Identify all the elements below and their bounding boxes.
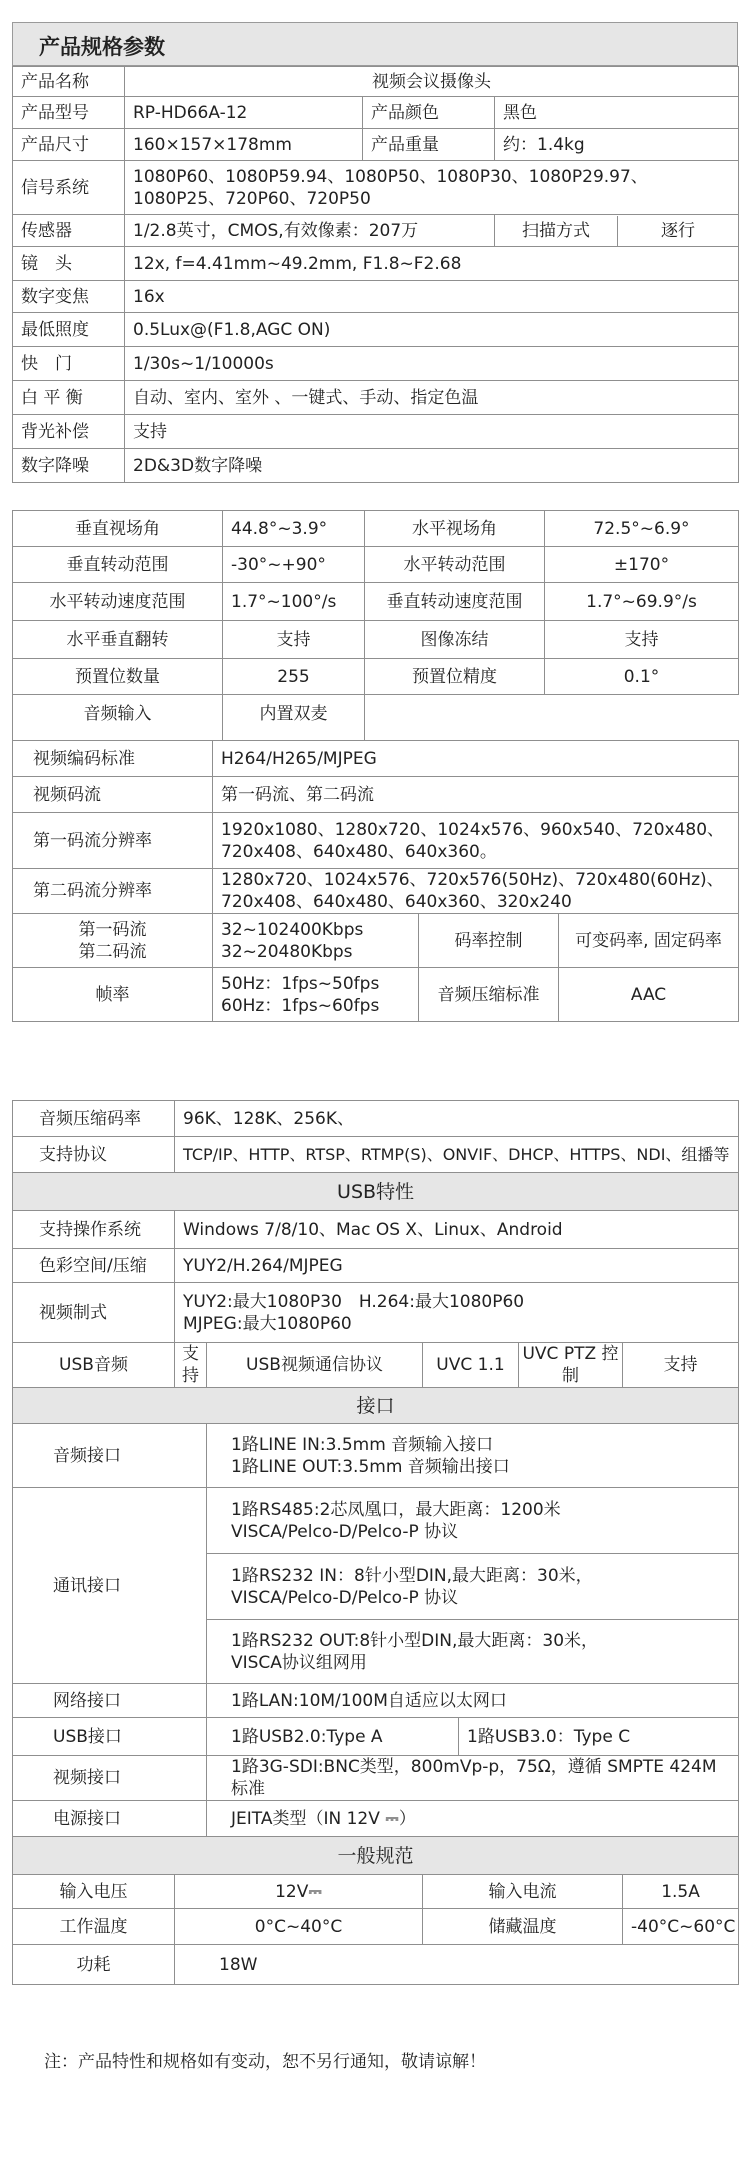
table-row bbox=[13, 695, 739, 741]
spec-value: 0.5Lux@(F1.8,AGC ON) bbox=[125, 313, 739, 347]
table-row bbox=[13, 1909, 739, 1945]
spec-value: 内置双麦 bbox=[223, 695, 365, 741]
spec-value: 逐行 bbox=[661, 220, 695, 241]
spec-value-line: YUY2:最大1080P30 H.264:最大1080P60 bbox=[183, 1291, 525, 1312]
table-row bbox=[13, 1801, 739, 1837]
spec-label: 工作温度 bbox=[13, 1909, 175, 1945]
spec-value: 0.1° bbox=[545, 659, 739, 695]
spec-label: 视频编码标准 bbox=[13, 741, 213, 777]
spec-label: 产品型号 bbox=[13, 97, 125, 129]
table-row bbox=[13, 659, 739, 695]
spec-value-line: VISCA/Pelco-D/Pelco-P 协议 bbox=[231, 1587, 459, 1608]
spec-label: 视频码流 bbox=[13, 777, 213, 813]
table-row bbox=[13, 381, 739, 415]
spec-value-line: 1920x1080、1280x720、1024x576、960x540、720x480、 bbox=[221, 819, 725, 840]
spec-value: 1.7°~69.9°/s bbox=[545, 583, 739, 621]
spec-value: AAC bbox=[559, 968, 739, 1022]
spec-value-line: 1路RS232 OUT:8针小型DIN,最大距离：30米， bbox=[231, 1630, 599, 1651]
spec-label: 产品颜色 bbox=[363, 97, 495, 129]
spec-label: 帧率 bbox=[13, 968, 213, 1022]
spec-label: 快 门 bbox=[13, 347, 125, 381]
table-row bbox=[13, 1283, 739, 1343]
spec-value-line: VISCA/Pelco-D/Pelco-P 协议 bbox=[231, 1521, 459, 1542]
table-row bbox=[13, 968, 739, 1022]
spec-value: 1路LAN:10M/100M自适应以太网口 bbox=[207, 1684, 739, 1718]
spec-label-line: 第一码流 bbox=[78, 919, 147, 940]
spec-label: 水平转动范围 bbox=[365, 547, 545, 583]
spec-value: H264/H265/MJPEG bbox=[213, 741, 739, 777]
spec-value bbox=[207, 1488, 739, 1554]
spec-label: 垂直转动范围 bbox=[13, 547, 223, 583]
spec-value: 支持 bbox=[125, 415, 739, 449]
basic-spec-table bbox=[12, 66, 739, 483]
table-row bbox=[13, 1249, 739, 1283]
spec-label: 输入电压 bbox=[13, 1875, 175, 1909]
table-row bbox=[13, 1137, 739, 1173]
table-row bbox=[13, 67, 739, 97]
spec-label: 产品重量 bbox=[363, 129, 495, 161]
spec-label: USB接口 bbox=[13, 1718, 207, 1756]
spec-value: 255 bbox=[223, 659, 365, 695]
spec-value: 2D&3D数字降噪 bbox=[125, 449, 739, 483]
spec-value: RP-HD66A-12 bbox=[125, 97, 363, 129]
section-header: 接口 bbox=[13, 1388, 739, 1424]
spec-value: 自动、室内、室外 、一键式、手动、指定色温 bbox=[125, 381, 739, 415]
spec-value-line: MJPEG:最大1080P60 bbox=[183, 1313, 352, 1334]
spec-value: 约：1.4kg bbox=[495, 129, 739, 161]
spec-value-line: 1路RS485:2芯凤凰口，最大距离：1200米 bbox=[231, 1499, 561, 1520]
spec-label: 第二码流分辨率 bbox=[13, 869, 213, 914]
spec-label: 垂直转动速度范围 bbox=[365, 583, 545, 621]
spec-value: 12x, f=4.41mm~49.2mm, F1.8~F2.68 bbox=[125, 247, 739, 281]
spec-value-line: 1路LINE IN:3.5mm 音频输入接口 bbox=[231, 1434, 494, 1455]
scan-cell bbox=[495, 215, 739, 247]
spec-label: 传感器 bbox=[13, 215, 125, 247]
spec-value: 12V⎓ bbox=[175, 1875, 423, 1909]
spec-value bbox=[213, 869, 739, 914]
spec-value-line: 1080P60、1080P59.94、1080P50、1080P30、1080P29.97、 bbox=[133, 166, 648, 187]
table-row bbox=[13, 1875, 739, 1909]
table-row bbox=[13, 1211, 739, 1249]
spec-label: 水平视场角 bbox=[365, 511, 545, 547]
table-row bbox=[13, 1684, 739, 1718]
spec-value: 0°C~40°C bbox=[175, 1909, 423, 1945]
spec-value: TCP/IP、HTTP、RTSP、RTMP(S)、ONVIF、DHCP、HTTPS、NDI、组播等 bbox=[175, 1137, 739, 1173]
spec-label: 信号系统 bbox=[13, 161, 125, 215]
table-row bbox=[13, 415, 739, 449]
spec-value bbox=[213, 813, 739, 869]
section-header: 一般规范 bbox=[13, 1837, 739, 1875]
spec-label: 视频接口 bbox=[13, 1756, 207, 1801]
spec-label: 扫描方式 bbox=[495, 216, 618, 246]
spec-value: YUY2/H.264/MJPEG bbox=[175, 1249, 739, 1283]
table-row bbox=[13, 869, 739, 914]
spec-label: 音频输入 bbox=[13, 695, 223, 741]
spec-value: ±170° bbox=[545, 547, 739, 583]
spec-value: 第一码流、第二码流 bbox=[213, 777, 739, 813]
table-row bbox=[13, 511, 739, 547]
table-row bbox=[13, 215, 739, 247]
table-row bbox=[13, 1837, 739, 1875]
spec-label: 白 平 衡 bbox=[13, 381, 125, 415]
spec-label: 码率控制 bbox=[419, 914, 559, 968]
spec-value-line: 1路LINE OUT:3.5mm 音频输出接口 bbox=[231, 1456, 510, 1477]
spec-label: 预置位数量 bbox=[13, 659, 223, 695]
spec-value bbox=[125, 161, 739, 215]
spec-value: 1.5A bbox=[623, 1875, 739, 1909]
spec-label bbox=[13, 914, 213, 968]
spec-value: 支持 bbox=[545, 621, 739, 659]
spec-label: 数字降噪 bbox=[13, 449, 125, 483]
spec-value: 视频会议摄像头 bbox=[125, 67, 739, 97]
stream-spec-table bbox=[12, 740, 739, 1022]
spec-label: 预置位精度 bbox=[365, 659, 545, 695]
spec-label: 垂直视场角 bbox=[13, 511, 223, 547]
spec-value: 1.7°~100°/s bbox=[223, 583, 365, 621]
spec-value: 支持 bbox=[223, 621, 365, 659]
spec-value: 44.8°~3.9° bbox=[223, 511, 365, 547]
spec-value bbox=[207, 1554, 739, 1620]
spec-label: USB视频通信协议 bbox=[207, 1343, 423, 1388]
table-row bbox=[13, 1718, 739, 1756]
spec-value bbox=[207, 1424, 739, 1488]
spec-label: 产品尺寸 bbox=[13, 129, 125, 161]
spec-label: 第一码流分辨率 bbox=[13, 813, 213, 869]
spec-label: 支持协议 bbox=[13, 1137, 175, 1173]
spec-value-line: 1080P25、720P60、720P50 bbox=[133, 188, 371, 209]
spec-value: 96K、128K、256K、 bbox=[175, 1101, 739, 1137]
table-row bbox=[13, 161, 739, 215]
spec-value: 支持 bbox=[623, 1343, 739, 1388]
spec-value bbox=[125, 215, 495, 247]
spec-label: 背光补偿 bbox=[13, 415, 125, 449]
table-row bbox=[13, 1945, 739, 1985]
spec-value-line: 60Hz：1fps~60fps bbox=[221, 995, 380, 1016]
disclaimer-note: 注：产品特性和规格如有变动，恕不另行通知，敬请谅解！ bbox=[44, 2052, 486, 2072]
spec-value: -40°C~60°C bbox=[623, 1909, 739, 1945]
empty-cell bbox=[545, 695, 739, 741]
table-row bbox=[13, 281, 739, 313]
spec-label: 图像冻结 bbox=[365, 621, 545, 659]
spec-value: -30°~+90° bbox=[223, 547, 365, 583]
spec-label: 功耗 bbox=[13, 1945, 175, 1985]
spec-value bbox=[175, 1283, 739, 1343]
spec-label: 音频压缩码率 bbox=[13, 1101, 175, 1137]
spec-label: 镜 头 bbox=[13, 247, 125, 281]
spec-value-line: 32~102400Kbps bbox=[221, 919, 364, 940]
table-row bbox=[13, 1424, 739, 1488]
spec-label: 色彩空间/压缩 bbox=[13, 1249, 175, 1283]
spec-value-line: VISCA协议组网用 bbox=[231, 1652, 367, 1673]
spec-value: 18W bbox=[175, 1945, 739, 1985]
spec-value-line: 720x408、640x480、640x360。 bbox=[221, 841, 497, 862]
page-title: 产品规格参数 bbox=[39, 35, 165, 59]
table-row bbox=[13, 813, 739, 869]
spec-label: USB音频 bbox=[13, 1343, 175, 1388]
empty-cell bbox=[365, 695, 545, 741]
spec-value: 16x bbox=[125, 281, 739, 313]
table-row bbox=[13, 547, 739, 583]
table-row bbox=[13, 777, 739, 813]
table-row bbox=[13, 1101, 739, 1137]
spec-value bbox=[213, 914, 419, 968]
table-row bbox=[13, 1173, 739, 1211]
table-row bbox=[13, 621, 739, 659]
spec-value: 黑色 bbox=[495, 97, 739, 129]
spec-value bbox=[213, 968, 419, 1022]
table-row bbox=[13, 1388, 739, 1424]
spec-label: 通讯接口 bbox=[13, 1488, 207, 1684]
spec-value: 支持 bbox=[175, 1343, 207, 1388]
spec-label: 视频制式 bbox=[13, 1283, 175, 1343]
table-row bbox=[13, 449, 739, 483]
table-row bbox=[13, 583, 739, 621]
spec-label: 输入电流 bbox=[423, 1875, 623, 1909]
spec-value-line: 1路RS232 IN：8针小型DIN,最大距离：30米， bbox=[231, 1565, 593, 1586]
spec-value: Windows 7/8/10、Mac OS X、Linux、Android bbox=[175, 1211, 739, 1249]
spec-value: 160×157×178mm bbox=[125, 129, 363, 161]
table-row bbox=[13, 1343, 739, 1388]
spec-value: 1/30s~1/10000s bbox=[125, 347, 739, 381]
spec-label: 网络接口 bbox=[13, 1684, 207, 1718]
table-row bbox=[13, 347, 739, 381]
spec-value: JEITA类型（IN 12V ⎓） bbox=[207, 1801, 739, 1837]
spec-value: 1路USB2.0:Type A bbox=[207, 1718, 459, 1756]
interface-spec-table bbox=[12, 1100, 739, 1985]
spec-title-bar bbox=[12, 22, 738, 66]
table-row bbox=[13, 1488, 739, 1554]
spec-value-line: 50Hz：1fps~50fps bbox=[221, 973, 380, 994]
table-row bbox=[13, 313, 739, 347]
spec-value-text: 1/2.8英寸，CMOS,有效像素：207万 bbox=[133, 220, 419, 241]
spec-label: 电源接口 bbox=[13, 1801, 207, 1837]
spec-value: 72.5°~6.9° bbox=[545, 511, 739, 547]
spec-value: 可变码率, 固定码率 bbox=[559, 914, 739, 968]
section-header: USB特性 bbox=[13, 1173, 739, 1211]
spec-label: 支持操作系统 bbox=[13, 1211, 175, 1249]
spec-label-line: 第二码流 bbox=[78, 941, 147, 962]
spec-label: 产品名称 bbox=[13, 67, 125, 97]
spec-label: UVC PTZ 控制 bbox=[519, 1343, 623, 1388]
spec-value: 1路USB3.0：Type C bbox=[459, 1718, 739, 1756]
spec-value-line: 720x408、640x480、640x360、320x240 bbox=[221, 892, 572, 912]
spec-value: 1路3G-SDI:BNC类型，800mVp-p，75Ω，遵循 SMPTE 424M标准 bbox=[207, 1756, 739, 1801]
spec-label: 音频压缩标准 bbox=[419, 968, 559, 1022]
table-row bbox=[13, 914, 739, 968]
spec-value-line: 1280x720、1024x576、720x576(50Hz)、720x480(60Hz)、 bbox=[221, 870, 724, 890]
spec-label: 数字变焦 bbox=[13, 281, 125, 313]
table-row bbox=[13, 1756, 739, 1801]
spec-value-line: 32~20480Kbps bbox=[221, 941, 353, 962]
spec-value: UVC 1.1 bbox=[423, 1343, 519, 1388]
table-row bbox=[13, 247, 739, 281]
spec-label: 储藏温度 bbox=[423, 1909, 623, 1945]
spec-label: 水平垂直翻转 bbox=[13, 621, 223, 659]
table-row bbox=[13, 97, 739, 129]
ptz-spec-table bbox=[12, 510, 739, 741]
spec-label: 最低照度 bbox=[13, 313, 125, 347]
table-row bbox=[13, 129, 739, 161]
spec-label: 音频接口 bbox=[13, 1424, 207, 1488]
spec-value bbox=[207, 1620, 739, 1684]
spec-label: 水平转动速度范围 bbox=[13, 583, 223, 621]
table-row bbox=[13, 741, 739, 777]
